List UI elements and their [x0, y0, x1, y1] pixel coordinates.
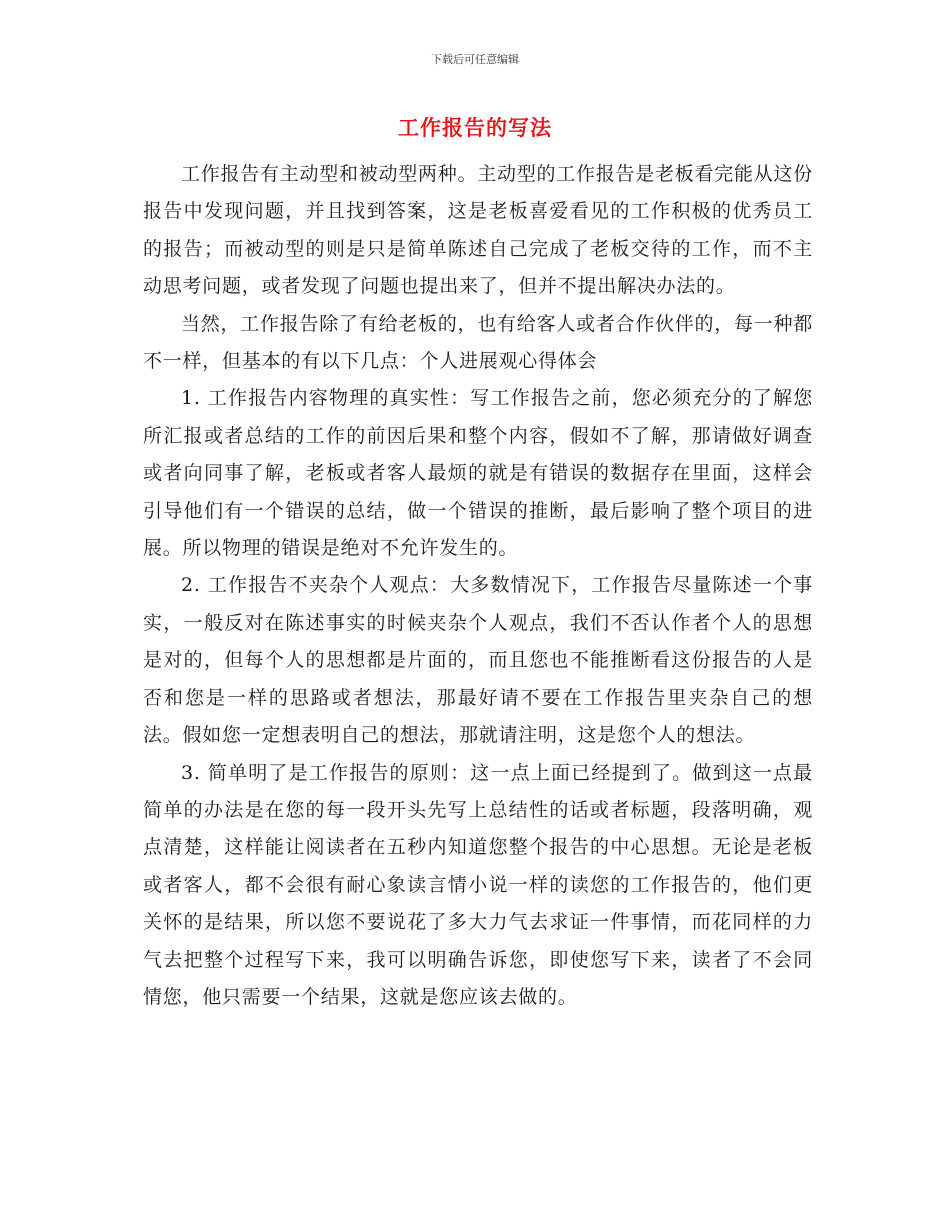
- document-body: [143, 156, 813, 1016]
- paragraph-point-1: 1. 工作报告内容物理的真实性：写工作报告之前，您必须充分的了解您所汇报或者总结的工作的前因后果和整个内容，假如不了解，那请做好调查或者向同事了解，老板或者客人最烦的就是有错误的数据存在里面，这样会引导他们有一个错误的总结，做一个错误的推断，最后影响了整个项目的进展。所以物理的错误是绝对不允许发生的。: [143, 387, 813, 560]
- paragraph-overview: 当然，工作报告除了有给老板的，也有给客人或者合作伙伴的，每一种都不一样，但基本的有以下几点：个人进展观心得体会: [143, 312, 814, 373]
- paragraph-point-2: 2. 工作报告不夹杂个人观点：大多数情况下，工作报告尽量陈述一个事实，一般反对在陈述事实的时候夹杂个人观点，我们不否认作者个人的思想是对的，但每个人的思想都是片面的，而且您也不能推断看这份报告的人是否和您是一样的思路或者想法，那最好请不要在工作报告里夹杂自己的想法。假如您一定想表明自己的想法，那就请注明，这是您个人的想法。: [143, 574, 813, 747]
- paragraph-intro: 工作报告有主动型和被动型两种。主动型的工作报告是老板看完能从这份报告中发现问题，并且找到答案，这是老板喜爱看见的工作积极的优秀员工的报告；而被动型的则是只是简单陈述自己完成了老板交待的工作，而不主动思考问题，或者发现了问题也提出来了，但并不提出解决办法的。: [143, 163, 814, 298]
- document-title: 工作报告的写法: [398, 116, 552, 140]
- paragraph-point-3: 3. 简单明了是工作报告的原则：这一点上面已经提到了。做到这一点最简单的办法是在您的每一段开头先写上总结性的话或者标题，段落明确，观点清楚，这样能让阅读者在五秒内知道您整个报告的中心思想。无论是老板或者客人，都不会很有耐心象读言情小说一样的读您的工作报告的，他们更关怀的是结果，所以您不要说花了多大力气去求证一件事情，而花同样的力气去把整个过程写下来，我可以明确告诉您，即使您写下来，读者了不会同情您，他只需要一个结果，这就是您应该去做的。: [143, 761, 813, 1008]
- header-note: 下载后可任意编辑: [431, 53, 519, 66]
